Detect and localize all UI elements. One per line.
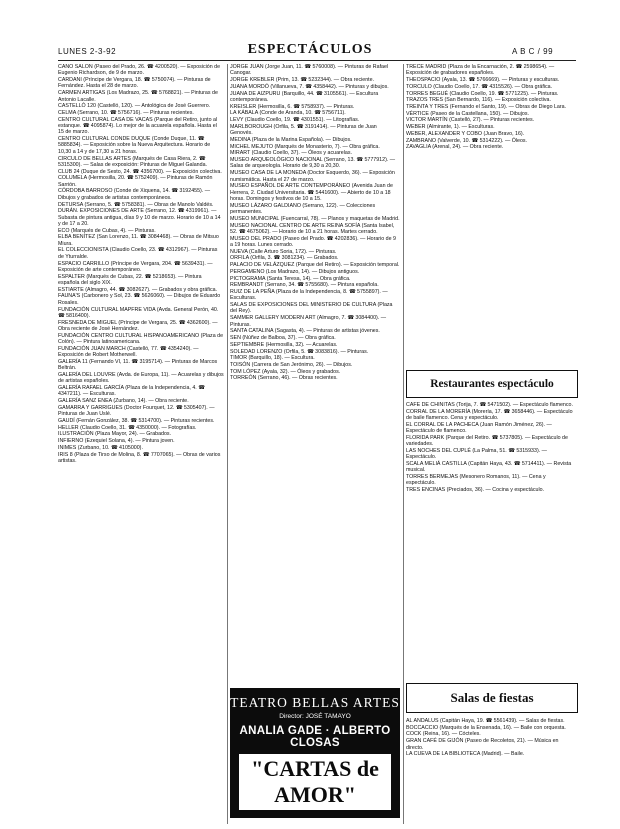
issue-date: LUNES 2-3-92 [58,47,117,56]
listing-entry: GALERÍA DEL LOUVRE (Avda. de Europa, 11). — Acuarelas y dibujos de artistas españoles. [58,371,224,385]
page-number: A B C / 99 [512,47,554,56]
listing-entry: TOM LÓPEZ (Ayala, 32). — Óleos y grabados. [230,368,341,375]
listing-entry: HELLER (Claudio Coello, 31. ☎ 4350000). — Fotografías. [58,424,197,431]
listing-entry: CÓRDOBA BARROSO (Conde de Xiquena, 14. ☎ 3192455). — Dibujos y grabados de artistas contemporáneos. [58,188,211,201]
listing-entry: FAUNA'S (Carbonero y Sol, 23. ☎ 5626060). — Dibujos de Eduardo Rosales. [58,293,221,306]
listing-entry: CELMA (Serrano, 10. ☎ 5756716). — Pinturas recientes. [58,109,194,116]
listing-entry: LA KÁBALA (Conde de Aranda, 10. ☎ 5756711). [230,110,346,117]
listing-entry: TRAZOS TRES (San Bernardo, 116). — Exposición colectiva. [406,97,551,104]
listing-entry: TRECE MADRID (Plaza de la Encarnación, 2. ☎ 2598654). — Exposición de grabadores españoles. [406,64,555,77]
listing-entry: JORGE KREBLER (Prim, 13. ☎ 5232344). — Obra reciente. [230,77,375,84]
listing-entry: PALACIO DE VELÁZQUEZ (Parque del Retiro). — Exposición temporal. [230,262,400,269]
listing-entry: GALERÍA SANZ ENEA (Zurbano, 14). — Obra reciente. [58,398,189,405]
listing-entry: EL CORRAL DE LA PACHECA (Juan Ramón Jiménez, 26). — Espectáculo de flamenco. [406,421,552,435]
listing-entry: ESPALTER (Marqués de Cubas, 22. ☎ 5218653). — Pintura española del siglo XIX. [58,273,202,286]
listing-entry: LA CUEVA DE LA BIBLIOTECA (Madrid). — Baile. [406,751,525,758]
listing-entry: COLUMELA (Hermosilla, 20. ☎ 5752409). — Pinturas de Ramón Sarrión. [58,175,213,188]
listing-entry: CORRAL DE LA MORERÍA (Morería, 17. ☎ 3658446). — Espectáculo de baile flamenco. Cena y espectáculo. [406,408,573,422]
listing-entry: SEPTIEMBRE (Hermosilla, 32). — Acuarelas. [230,341,338,348]
listing-entry: MUSEO NACIONAL CENTRO DE ARTE REINA SOFÍA (Santa Isabel, 52. ☎ 4675062). — Horario de 10 a 21 horas. Martes cerrado. [230,222,395,235]
listing-entry: JUANA MORDÓ (Villanueva, 7. ☎ 4358442). — Pinturas y dibujos. [230,83,389,90]
listing-entry: LAS NOCHES DEL CUPLÉ (La Palma, 51. ☎ 5315933). — Espectáculo. [406,447,547,461]
listing-entry: SANTA CATALINA (Sagasta, 4). — Pinturas de artistas jóvenes. [230,328,380,335]
listing-entry: TORRES BEGUÉ (Claudio Coello, 19. ☎ 5771225). — Pinturas. [406,90,559,97]
column-divider [403,64,404,824]
listing-entry: MUSEO DEL PRADO (Paseo del Prado. ☎ 4202836). — Horario de 9 a 19 horas. Lunes cerrado. [230,235,396,248]
listing-entry: ESPACIO CARRILLO (Príncipe de Vergara, 204. ☎ 5639431). — Exposición de arte contemporáneo. [58,260,213,273]
listing-entry: WEBER, ALEXANDER Y COBO (Juan Bravo, 16). [406,130,525,137]
listing-entry: CENTRO CULTURAL CONDE DUQUE (Conde Duque, 11. ☎ 5885834). — Exposición sobre la Nueva Arquitectura. Horario de 10,30 a 14 y de 17,30 a 21 horas. [58,136,211,155]
listing-entry: PERGAMENO (Los Madrazo, 14). — Dibujos antiguos. [230,268,360,275]
listing-entry: GRAN CAFÉ DE GIJÓN (Paseo de Recoletos, 21). — Música en directo. [406,738,559,751]
listing-entry: TREINTA Y TRES (Fernando el Santo, 19). — Obras de Diego Lara. [406,104,567,111]
section-title: ESPECTÁCULOS [247,42,373,57]
listing-entry: MARLBOROUGH (Orfila, 5. ☎ 3191414). — Pinturas de Juan Genovés. [230,123,377,137]
listing-entry: SAMMER GALLERY MODERN ART (Almagro, 7. ☎ 3084400). — Pinturas. [230,315,387,328]
listing-entry: CANO SALÓN (Paseo del Prado, 26. ☎ 4200520). — Exposición de Eugenio Richardson, de 9 de marzo. [58,64,221,77]
listing-entry: ZAVAGLIA (Arenal, 24). — Obra reciente. [406,144,504,151]
listing-entry: TORRES BERMEJAS (Mesonero Romanos, 11). — Cena y espectáculo. [406,474,546,487]
listing-entry: TORREÓN (Serrano, 46). — Obras recientes. [230,375,338,382]
listing-entry: AL ANDALUS (Capitán Haya, 19. ☎ 5561439). — Salas de fiestas. [406,718,565,724]
listing-entry: EL COLECCIONISTA (Claudio Coello, 23. ☎ 4312967). — Pinturas de Yturralde. [58,247,218,260]
listing-entry: SOLEDAD LORENZO (Orfila, 5. ☎ 3083816). — Pinturas. [230,348,369,355]
listing-entry: SCALA MELIÁ CASTILLA (Capitán Haya, 43. ☎ 5714411). — Revista musical. [406,461,572,474]
listing-entry: MICHEL MEJUTO (Marqués de Monasterio, 7). — Obra gráfica. [230,143,380,150]
listing-entry: SALAS DE EXPOSICIONES DEL MINISTERIO DE CULTURA (Plaza del Rey). [230,302,393,315]
listing-entry: JORGE JUAN (Jorge Juan, 11. ☎ 5760008). — Pinturas de Rafael Canogar. [230,64,389,77]
listing-entry: INIMES (Zurbano, 10. ☎ 4105000). [58,444,143,451]
listing-entry: GALERÍA 11 (Fernando VI, 11. ☎ 3195714). — Pinturas de Marcos Beltrán. [58,358,218,372]
column-divider [227,64,228,824]
ad-theatre-name: TEATRO BELLAS ARTES [230,695,400,710]
listing-entry: LEVY (Claudio Coello, 19. ☎ 4301551). — Litografías. [230,117,360,124]
listing-entry: VICTOR MARTÍN (Castelló, 27). — Pinturas recientes. [406,117,535,124]
listing-entry: FUNDACIÓN JUAN MARCH (Castelló, 77. ☎ 4354240). — Exposición de Robert Motherwell. [58,345,199,359]
listing-entry: PICTOGRAMA (Santa Teresa, 14). — Obra gráfica. [230,275,351,282]
listing-entry: BOCCACCIO (Marqués de la Ensenada, 16). — Baile con orquesta. [406,724,566,731]
listing-entry: MUSEO ESPAÑOL DE ARTE CONTEMPORÁNEO (Avenida Juan de Herrera, 2. Ciudad Universitaria. ☎ 5441600). — Abierto de 10 a 18 horas. Domingos y festivos de 10 a 15. [230,183,393,202]
listing-entry: ECO (Marqués de Cubas, 4). — Pinturas. [58,227,156,234]
listing-entry: KREISLER (Hermosilla, 6. ☎ 5758937). — Pinturas. [230,103,355,110]
ad-play-title: "CARTAS de AMOR" [239,754,391,810]
listing-entry: CLUB 24 (Duque de Sesto, 24. ☎ 4356700). — Exposición colectiva. [58,168,222,175]
restaurants-listing [406,402,576,672]
listing-entry: CENTRO CULTURAL CASA DE VACAS (Parque del Retiro, junto al estanque. ☎ 4095874). Lo mejor de la acuarela española. Hasta el 15 de marzo. [58,116,218,136]
column-1 [58,64,224,824]
column-2 [230,64,400,684]
listing-entry: ILUSTRACIÓN (Plaza Mayor, 24). — Grabados. [58,431,172,438]
listing-entry: FLORIDA PARK (Parque del Retiro. ☎ 5737805). — Espectáculo de variedades. [406,434,568,448]
listing-entry: FRESNEDA DE MIGUEL (Príncipe de Vergara, 25. ☎ 4362600). — Obra reciente de José Hernández. [58,319,218,332]
theatre-advertisement [230,688,400,818]
listing-entry: ELBA BENÍTEZ (San Lorenzo, 11. ☎ 3084468). — Obras de Mitsuo Miura. [58,234,219,247]
listing-entry: MUSEO LÁZARO GALDIANO (Serrano, 122). — Colecciones permanentes. [230,202,376,216]
listing-entry: JUANA DE AIZPURU (Barquillo, 44. ☎ 3105561). — Escultura contemporánea. [230,90,379,103]
listing-entry: ZAMBRANO (Valverde, 10. ☎ 5314222). — Óleos. [406,137,528,144]
listing-entry: REMBRANDT (Serrano, 34. ☎ 5755680). — Pintura española. [230,282,379,289]
listing-entry: VÉRTICE (Paseo de la Castellana, 150). — Dibujos. [406,110,529,117]
listing-entry: MIRART (Claudio Coello, 37). — Óleos y acuarelas. [230,150,352,157]
listing-entry: MUSEO ARQUEOLÓGICO NACIONAL (Serrano, 13. ☎ 5777912). — Salas de arqueología. Horario de 9,30 a 20,30. [230,157,396,170]
listing-entry: WEBER (Almirante, 1). — Esculturas. [406,124,495,131]
listing-entry: DURÁN. EXPOSICIONES DE ARTE (Serrano, 12. ☎ 4319961). — Subasta de pintura antigua, días 9 y 10 de marzo. Horario de 10 a 14 y de 17 a 20. [58,208,221,227]
listing-entry: GAUDÍ (Fernán González, 38. ☎ 5314700). — Pinturas recientes. [58,417,215,424]
listing-entry: DETURSA (Serrano, 5. ☎ 5758381). — Obras de Manolo Valdés. [58,201,214,208]
listing-entry: TIMOR (Barquillo, 18). — Escultura. [230,355,315,362]
ad-cast: ANALIA GADE · ALBERTO CLOSAS [239,725,391,749]
listing-entry: CAFÉ DE CHINITAS (Torija, 7. ☎ 5471502). — Espectáculo flamenco. [406,402,573,408]
listing-entry: MUSEO CASA DE LA MONEDA (Doctor Esquerdo, 36). — Exposición numismática. Hasta el 27 de marzo. [230,170,395,183]
listing-entry: NUEVA (Calle Arturo Soria, 172). — Pinturas. [230,248,337,255]
section-heading-restaurants: Restaurantes espectáculo [406,370,578,398]
listing-entry: RUIZ DE LA PEÑA (Plaza de la Independencia, 8. ☎ 5755897). — Esculturas. [230,289,388,302]
page-header [0,0,620,62]
listing-entry: MUSEO MUNICIPAL (Fuencarral, 78). — Planos y maquetas de Madrid. [230,215,400,222]
section-heading-party-halls: Salas de fiestas [406,683,578,713]
party-halls-listing [406,718,576,824]
listing-entry: FUNDACIÓN CULTURAL MAPFRE VIDA (Avda. General Perón, 40. ☎ 5816400). [58,306,219,319]
listing-entry: TRES ENCINAS (Preciados, 36). — Cocina y espectáculo. [406,487,545,494]
ad-director: Director: JOSÉ TAMAYO [279,713,351,720]
listing-entry: CIRCULO DE BELLAS ARTES (Marqués de Casa Riera, 2. ☎ 5315300). — Salas de exposición: Pinturas de Miguel Galanda. [58,155,207,168]
listing-entry: FUNDACIÓN CENTRO CULTURAL HISPANOAMERICANO (Plaza de Colón). — Pintura latinoamericana. [58,332,224,346]
listing-entry: TOISÓN (Carrera de San Jerónimo, 26). — Dibujos. [230,361,353,368]
listing-entry: CARMEN ARTIGAS (Los Madrazo, 25. ☎ 5768821). — Pinturas de Antonio Lacalle. [58,90,218,103]
listing-entry: GAMARRA Y GARRIGUES (Doctor Fourquet, 12. ☎ 5305407). — Pinturas de Juan Uslé. [58,404,215,418]
listing-entry: IRIS 8 (Plaza de Tirso de Molina, 8. ☎ 7707065). — Obras de varios artistas. [58,451,221,464]
listing-entry: MEDINA (Plaza de la Marina Española). — Dibujos. [230,136,352,143]
column-3 [406,64,576,374]
listing-entry: THEOSPACIO (Ayala, 13. ☎ 5766669). — Pinturas y esculturas. [406,77,560,84]
listing-entry: SEN (Núñez de Balboa, 37). — Obra gráfica. [230,335,336,342]
listing-entry: CASTELLÓ 120 (Castelló, 120). — Antológica de José Guerrero. [58,103,211,110]
header-rule [58,60,576,61]
listing-entry: CARDANI (Príncipe de Vergara, 18. ☎ 5750074). — Pinturas de Fernández. Hasta el 28 de marzo. [58,77,211,90]
listing-entry: ORFILA (Orfila, 3. ☎ 3081234). — Grabados. [230,255,339,262]
listing-entry: INFIERNO (Ezequiel Solana, 4). — Pintura joven. [58,438,175,445]
listing-entry: ESTIARTE (Almagro, 44. ☎ 3082627). — Grabados y obra gráfica. [58,286,218,293]
listing-entry: COCK (Reina, 16). — Cócteles. [406,731,481,738]
listing-entry: GALERÍA RAFAEL GARCÍA (Plaza de la Independencia, 4. ☎ 4347211). — Esculturas. [58,385,205,398]
listing-entry: TORCULO (Claudio Coello, 17. ☎ 4315526). — Obra gráfica. [406,83,553,90]
